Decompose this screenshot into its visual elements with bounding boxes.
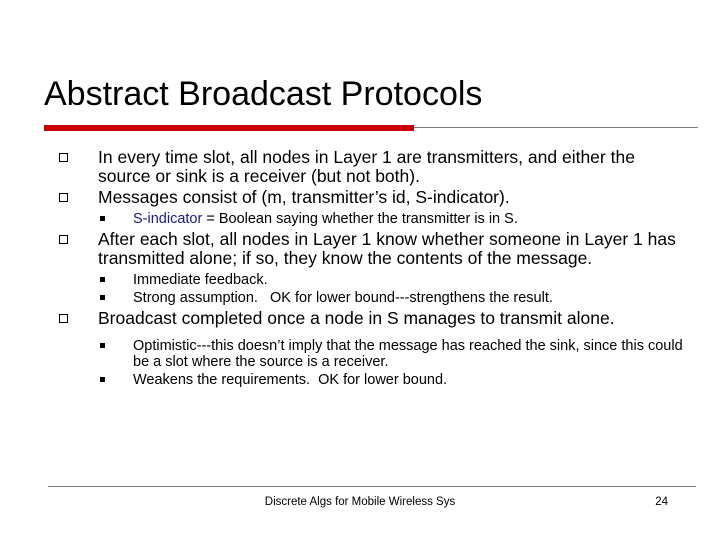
bullet-list: [0, 148, 720, 388]
sub-bullet-item: [0, 290, 720, 306]
bullet-item: [0, 230, 720, 268]
bullet-item: [0, 148, 720, 186]
sub-bullet-item: [0, 372, 720, 388]
sub-bullet-item: [0, 338, 720, 370]
filled-square-bullet-icon: [100, 295, 105, 300]
hollow-square-bullet-icon: [59, 314, 68, 323]
hollow-square-bullet-icon: [59, 153, 68, 162]
bullet-text: In every time slot, all nodes in Layer 1 are transmitters, and either the source or sink is a receiver (but not both).: [98, 147, 635, 186]
filled-square-bullet-icon: [100, 277, 105, 282]
s-indicator-term: S-indicator: [133, 211, 203, 227]
sub-bullet-item: [0, 211, 720, 227]
hollow-square-bullet-icon: [59, 193, 68, 202]
filled-square-bullet-icon: [100, 377, 105, 382]
sub-bullet-text: = Boolean saying whether the transmitter is in S.: [202, 211, 518, 227]
bullet-item: [0, 309, 720, 328]
bullet-text: After each slot, all nodes in Layer 1 know whether someone in Layer 1 has transmitted alone; if so, they know the contents of the message.: [98, 229, 676, 268]
bullet-text: Messages consist of (m, transmitter’s id, S-indicator).: [98, 187, 510, 207]
filled-square-bullet-icon: [100, 216, 105, 221]
bullet-text: Broadcast completed once a node in S manages to transmit alone.: [98, 308, 615, 328]
footer-course-title: Discrete Algs for Mobile Wireless Sys: [264, 496, 456, 508]
title-accent-bar: [44, 125, 414, 131]
page-number: 24: [655, 496, 668, 508]
slide-title: Abstract Broadcast Protocols: [44, 75, 483, 113]
sub-bullet-text: Optimistic---this doesn’t imply that the message has reached the sink, since this could be a slot where the source is a receiver.: [133, 338, 683, 370]
sub-bullet-item: [0, 272, 720, 288]
hollow-square-bullet-icon: [59, 235, 68, 244]
sub-bullet-text: Weakens the requirements. OK for lower bound.: [133, 372, 448, 388]
filled-square-bullet-icon: [100, 343, 105, 348]
sub-bullet-text: Immediate feedback.: [133, 272, 268, 288]
footer-rule: [48, 486, 696, 487]
bullet-item: [0, 188, 720, 207]
sub-bullet-text: Strong assumption. OK for lower bound---strengthens the result.: [133, 290, 553, 306]
